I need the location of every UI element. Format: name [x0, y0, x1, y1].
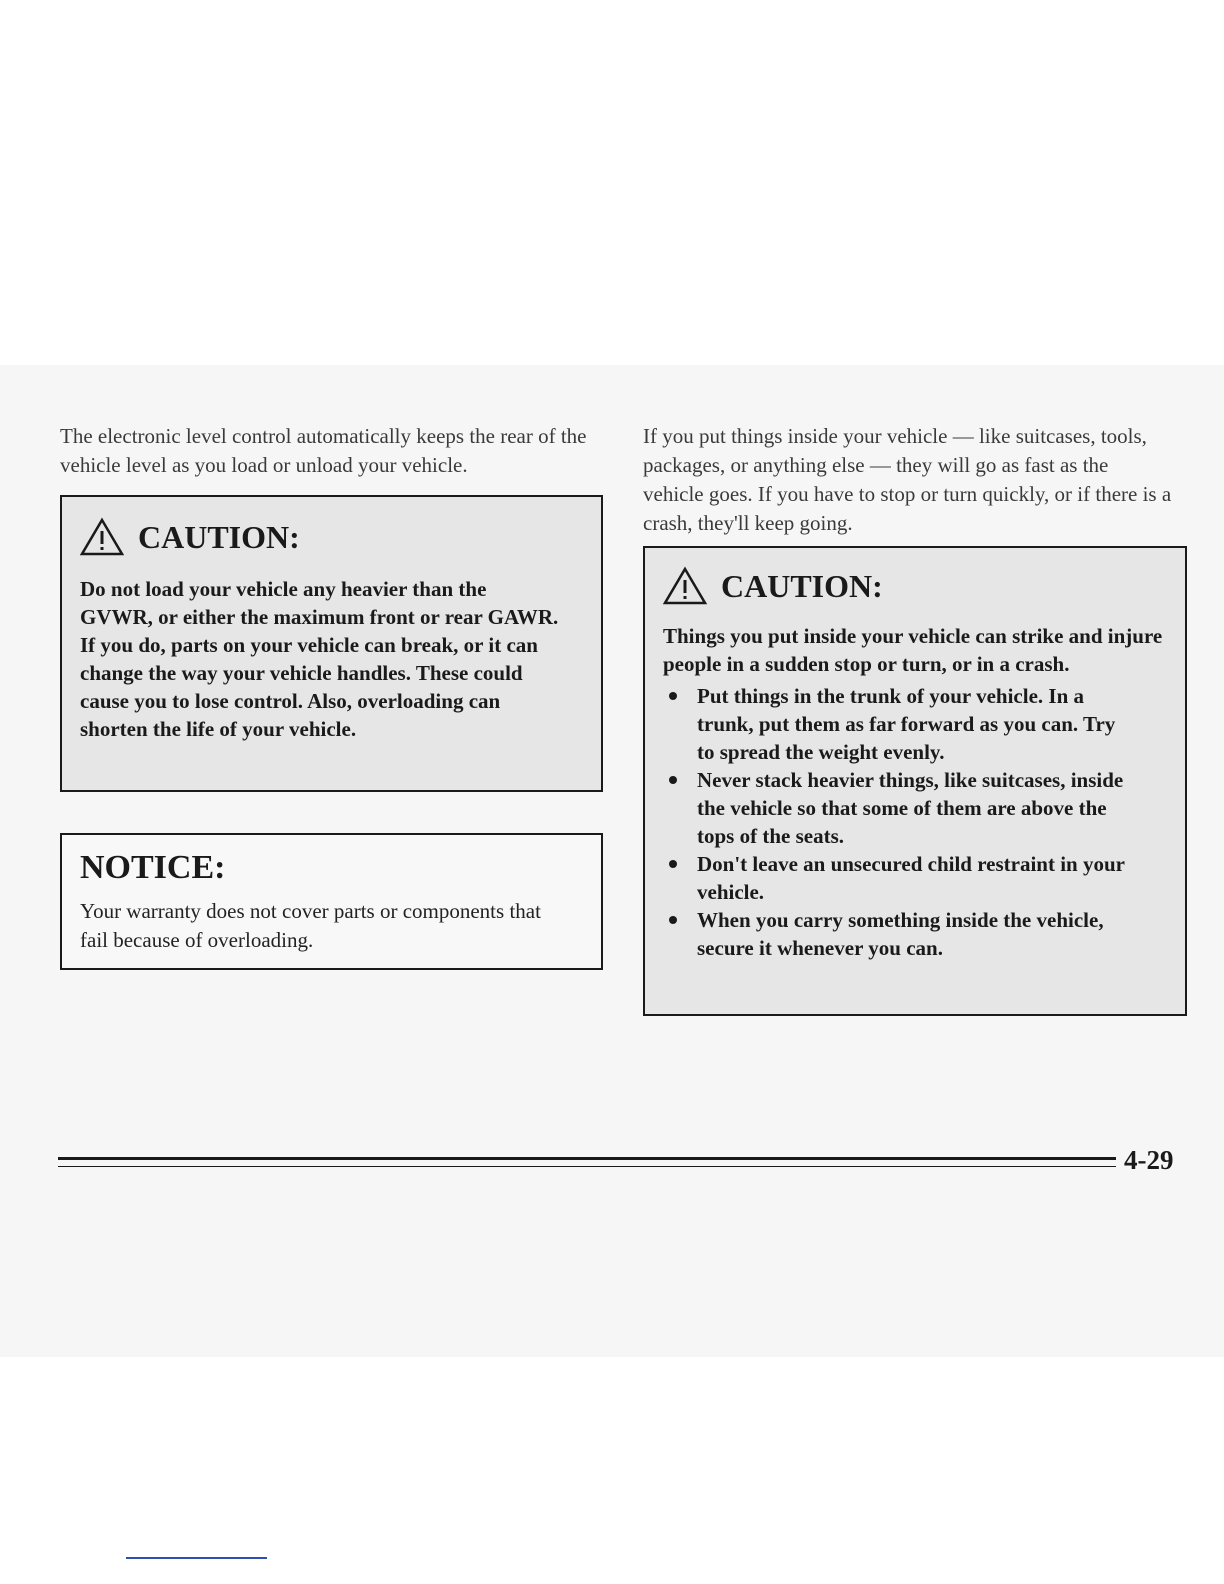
warning-triangle-icon [80, 517, 124, 557]
list-item [663, 850, 1133, 906]
footer-rule-thick [58, 1157, 1116, 1160]
page-number: 4-29 [1124, 1145, 1174, 1175]
caution-heading-text: CAUTION: [721, 567, 883, 604]
bottom-link-underline [126, 1557, 267, 1559]
bullet-icon [669, 860, 677, 868]
caution-heading-text: CAUTION: [138, 518, 300, 555]
level-control-paragraph: The electronic level control automatically keeps the rear of the vehicle level as you load or unload your vehicle. [60, 424, 587, 477]
notice-body-text: Your warranty does not cover parts or components that fail because of overloading. [80, 899, 541, 952]
loose-items-paragraph: If you put things inside your vehicle — like suitcases, tools, packages, or anything else — they will go as fast as the vehicle goes. If you have to stop or turn quickly, or if there is a crash, they'll keep going. [643, 424, 1172, 535]
bullet-icon [669, 776, 677, 784]
caution-box-interior-items [643, 546, 1187, 1016]
list-item-text: Never stack heavier things, like suitcases, inside the vehicle so that some of them are above the tops of the seats. [697, 768, 1124, 848]
list-item-text: Don't leave an unsecured child restraint in your vehicle. [697, 852, 1125, 904]
notice-heading: NOTICE: [80, 849, 226, 886]
bullet-icon [669, 916, 677, 924]
caution-bullet-list [663, 682, 1133, 962]
footer-rule-thin [58, 1166, 1116, 1167]
notice-box [60, 833, 603, 970]
list-item-text: When you carry something inside the vehicle, secure it whenever you can. [697, 908, 1104, 960]
list-item [663, 682, 1133, 766]
warning-triangle-icon [663, 566, 707, 606]
bullet-icon [669, 692, 677, 700]
right-column [643, 422, 1173, 538]
list-item [663, 906, 1133, 962]
caution-heading [663, 566, 1165, 606]
left-column [60, 422, 600, 480]
list-item-text: Put things in the trunk of your vehicle. In a trunk, put them as far forward as you can. Try to spread the weight evenly. [697, 684, 1116, 764]
caution-heading [80, 517, 579, 557]
caution-box-loading [60, 495, 603, 792]
caution-body-text: Things you put inside your vehicle can strike and injure people in a sudden stop or turn, or in a crash. [663, 624, 1163, 676]
list-item [663, 766, 1133, 850]
caution-body-text: Do not load your vehicle any heavier than the GVWR, or either the maximum front or rear GAWR. If you do, parts on your vehicle can break, or it can change the way your vehicle handles. These could cause you to lose control. Also, overloading can shorten the life of your vehicle. [80, 577, 559, 741]
